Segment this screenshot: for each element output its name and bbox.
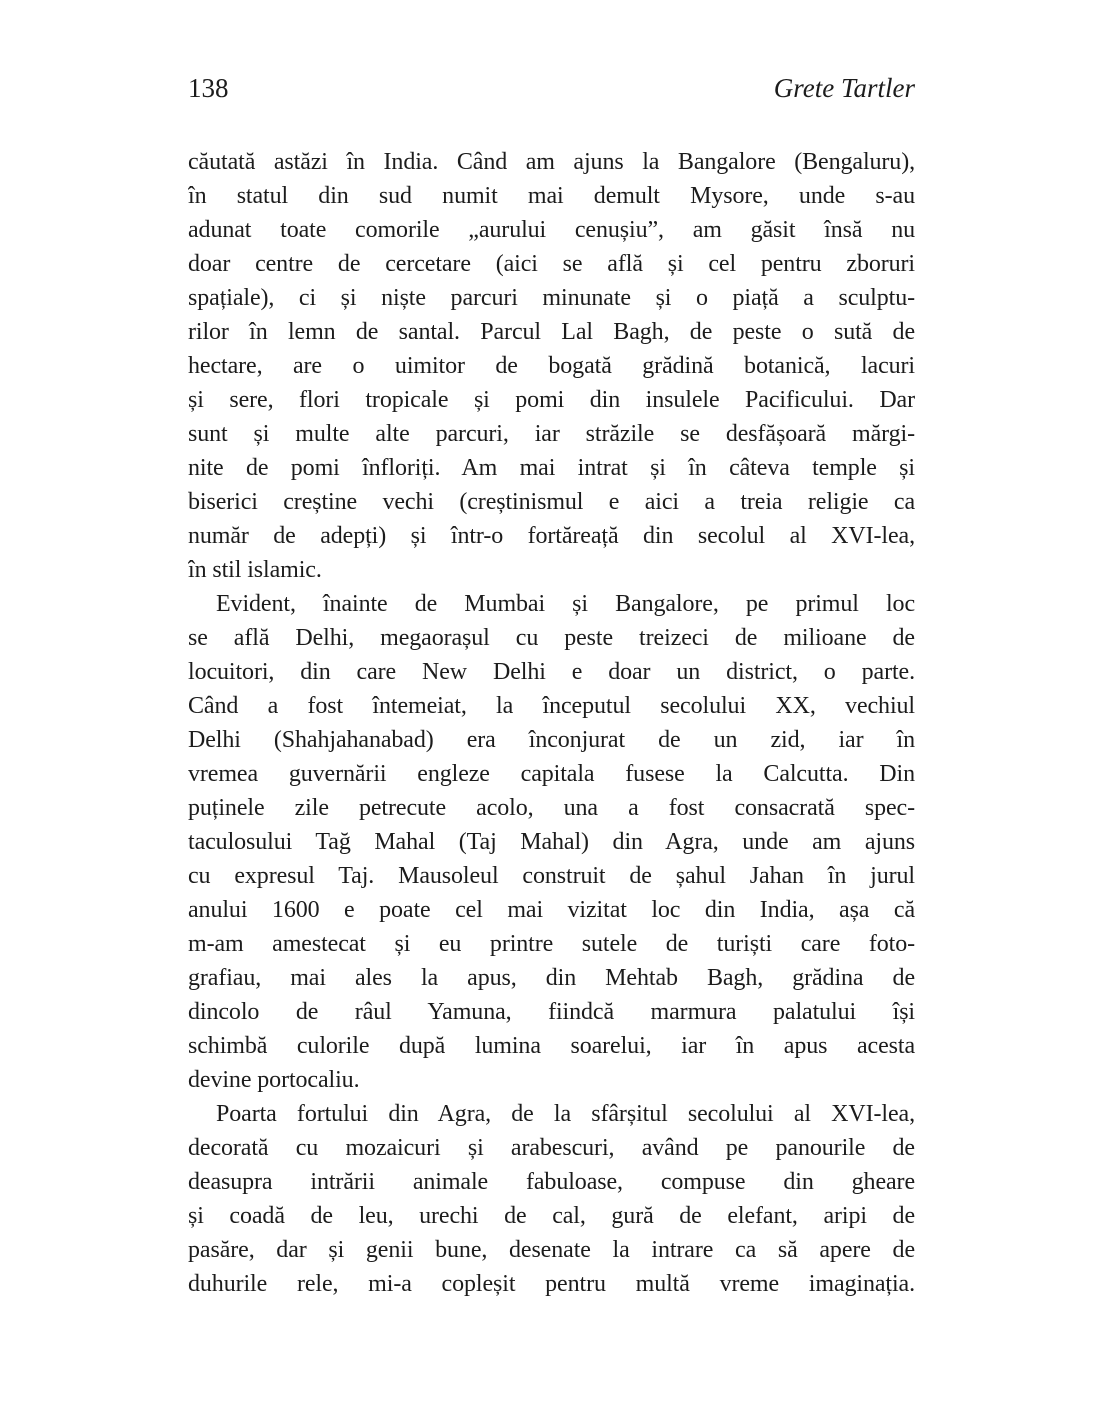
page-number: 138 [188,73,229,103]
text-line: biserici creștine vechi (creștinismul e aici a treia religie ca [188,489,915,515]
text-line: dincolo de râul Yamuna, fiindcă marmura palatului își [188,999,915,1025]
page-body [188,145,915,1301]
text-line: hectare, are o uimitor de bogată grădină botanică, lacuri [188,353,915,379]
page-header [188,72,915,104]
text-line: în stil islamic. [188,557,322,583]
text-line: locuitori, din care New Delhi e doar un district, o parte. [188,659,915,685]
text-line: decorată cu mozaicuri și arabescuri, având pe panourile de [188,1135,915,1161]
paragraph [188,587,915,1097]
paragraph [188,145,915,587]
text-line: vremea guvernării engleze capitala fusese la Calcutta. Din [188,761,915,787]
text-line: schimbă culorile după lumina soarelui, iar în apus acesta [188,1033,915,1059]
text-line: adunat toate comorile „aurului cenușiu”, am găsit însă nu [188,217,915,243]
text-line: devine portocaliu. [188,1067,360,1093]
text-line: în statul din sud numit mai demult Mysore, unde s-au [188,183,915,209]
running-header-author: Grete Tartler [773,73,915,103]
text-line: și sere, flori tropicale și pomi din insulele Pacificului. Dar [188,387,915,413]
text-line: căutată astăzi în India. Când am ajuns la Bangalore (Bengaluru), [188,149,915,175]
text-line: și coadă de leu, urechi de cal, gură de elefant, aripi de [188,1203,915,1229]
text-line: Când a fost întemeiat, la începutul secolului XX, vechiul [188,693,915,719]
paragraph [188,1097,915,1301]
text-line: duhurile rele, mi-a copleșit pentru multă vreme imaginația. [188,1271,915,1297]
text-line: doar centre de cercetare (aici se află și cel pentru zboruri [188,251,915,277]
text-line: nite de pomi înfloriți. Am mai intrat și în câteva temple și [188,455,915,481]
text-line: m-am amestecat și eu printre sutele de turiști care foto- [188,931,915,957]
text-line: Poarta fortului din Agra, de la sfârșitul secolului al XVI-lea, [216,1101,915,1127]
text-line: puținele zile petrecute acolo, una a fost consacrată spec- [188,795,915,821]
text-line: sunt și multe alte parcuri, iar străzile se desfășoară mărgi- [188,421,915,447]
text-line: taculosului Tağ Mahal (Taj Mahal) din Agra, unde am ajuns [188,829,915,855]
text-line: grafiau, mai ales la apus, din Mehtab Bagh, grădina de [188,965,915,991]
text-block [188,72,915,1301]
text-line: Evident, înainte de Mumbai și Bangalore, pe primul loc [216,591,915,617]
text-line: spațiale), ci și niște parcuri minunate și o piață a sculptu- [188,285,915,311]
text-line: Delhi (Shahjahanabad) era înconjurat de un zid, iar în [188,727,915,753]
text-line: cu expresul Taj. Mausoleul construit de șahul Jahan în jurul [188,863,915,889]
text-line: anului 1600 e poate cel mai vizitat loc din India, așa că [188,897,915,923]
text-line: pasăre, dar și genii bune, desenate la intrare ca să apere de [188,1237,915,1263]
text-line: număr de adepți) și într-o fortăreață din secolul al XVI-lea, [188,523,915,549]
text-line: se află Delhi, megaorașul cu peste treizeci de milioane de [188,625,915,651]
text-line: rilor în lemn de santal. Parcul Lal Bagh, de peste o sută de [188,319,915,345]
text-line: deasupra intrării animale fabuloase, compuse din gheare [188,1169,915,1195]
